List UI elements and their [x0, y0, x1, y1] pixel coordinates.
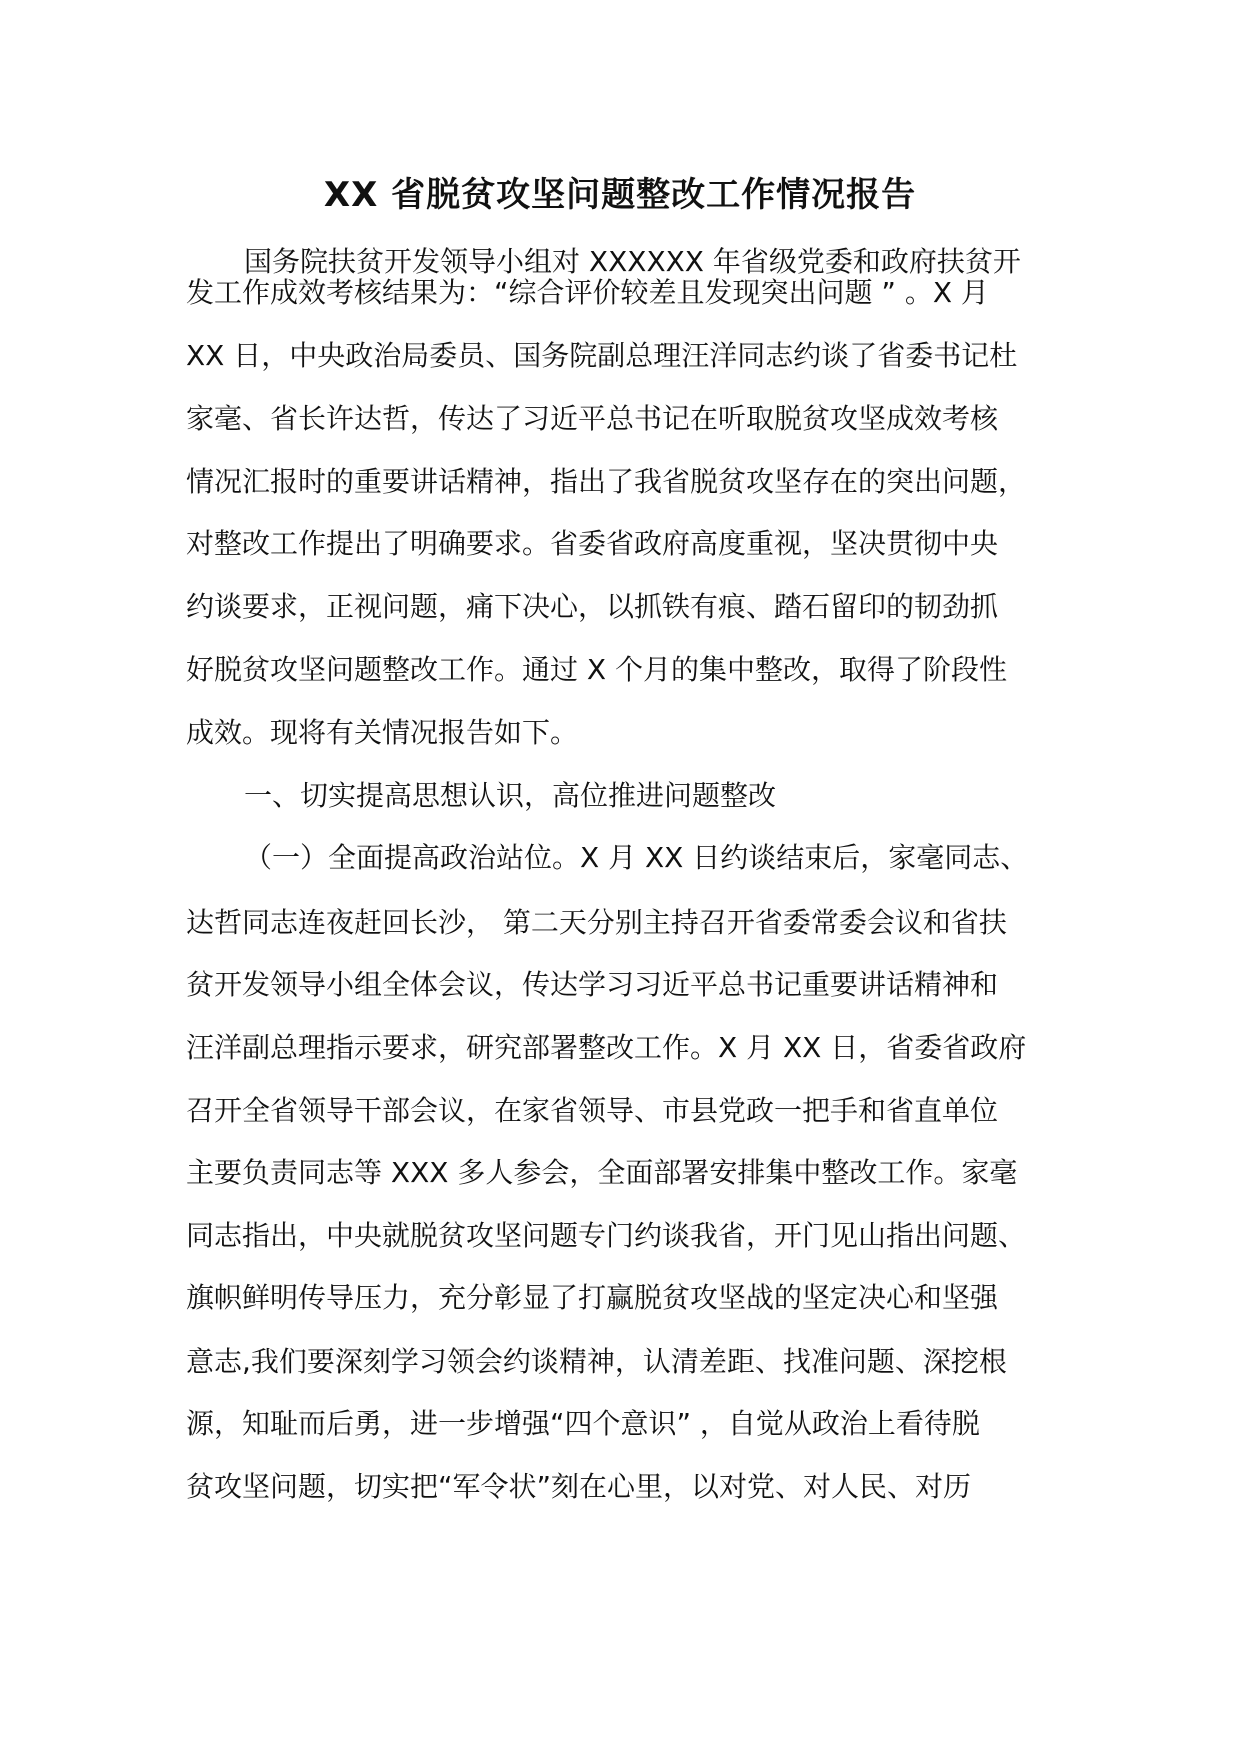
- body-line: 源，知耻而后勇，进一步增强“四个意识” ，自觉从政治上看待脱: [186, 1407, 980, 1440]
- section-heading: 一、切实提高思想认识，高位推进问题整改: [244, 779, 777, 812]
- body-line: 发工作成效考核结果为：“综合评价较差且发现突出问题 ” 。X 月: [186, 276, 989, 309]
- body-line: 贫开发领导小组全体会议，传达学习习近平总书记重要讲话精神和: [186, 968, 999, 1001]
- body-line: 同志指出，中央就脱贫攻坚问题专门约谈我省，开门见山指出问题、: [186, 1219, 1027, 1252]
- body-line: 意志,我们要深刻学习领会约谈精神，认清差距、找准问题、深挖根: [186, 1345, 1007, 1378]
- body-line: 旗帜鲜明传导压力，充分彰显了打赢脱贫攻坚战的坚定决心和坚强: [186, 1281, 999, 1314]
- document-title: XX 省脱贫攻坚问题整改工作情况报告: [323, 175, 917, 215]
- body-line: 家毫、省长许达哲，传达了习近平总书记在听取脱贫攻坚成效考核: [186, 402, 999, 435]
- body-line: XX 日，中央政治局委员、国务院副总理汪洋同志约谈了省委书记杜: [186, 339, 1018, 372]
- body-line: 国务院扶贫开发领导小组对 XXXXXX 年省级党委和政府扶贫开: [244, 245, 1021, 278]
- body-line: 好脱贫攻坚问题整改工作。通过 X 个月的集中整改，取得了阶段性: [186, 653, 1007, 686]
- body-line: 召开全省领导干部会议，在家省领导、市县党政一把手和省直单位: [186, 1094, 999, 1127]
- body-line: 情况汇报时的重要讲话精神，指出了我省脱贫攻坚存在的突出问题，: [186, 465, 1027, 498]
- body-line: 达哲同志连夜赶回长沙， 第二天分别主持召开省委常委会议和省扶: [186, 906, 1007, 939]
- body-line: 对整改工作提出了明确要求。省委省政府高度重视，坚决贯彻中央: [186, 527, 999, 560]
- body-line: 成效。现将有关情况报告如下。: [186, 716, 579, 749]
- body-line: 贫攻坚问题，切实把“军令状”刻在心里，以对党、对人民、对历: [186, 1470, 972, 1503]
- body-line: 汪洋副总理指示要求，研究部署整改工作。X 月 XX 日，省委省政府: [186, 1031, 1027, 1064]
- body-line: （一）全面提高政治站位。X 月 XX 日约谈结束后，家毫同志、: [244, 841, 1029, 874]
- body-line: 主要负责同志等 XXX 多人参会，全面部署安排集中整改工作。家毫: [186, 1156, 1018, 1189]
- body-line: 约谈要求，正视问题，痛下决心，以抓铁有痕、踏石留印的韧劲抓: [186, 590, 999, 623]
